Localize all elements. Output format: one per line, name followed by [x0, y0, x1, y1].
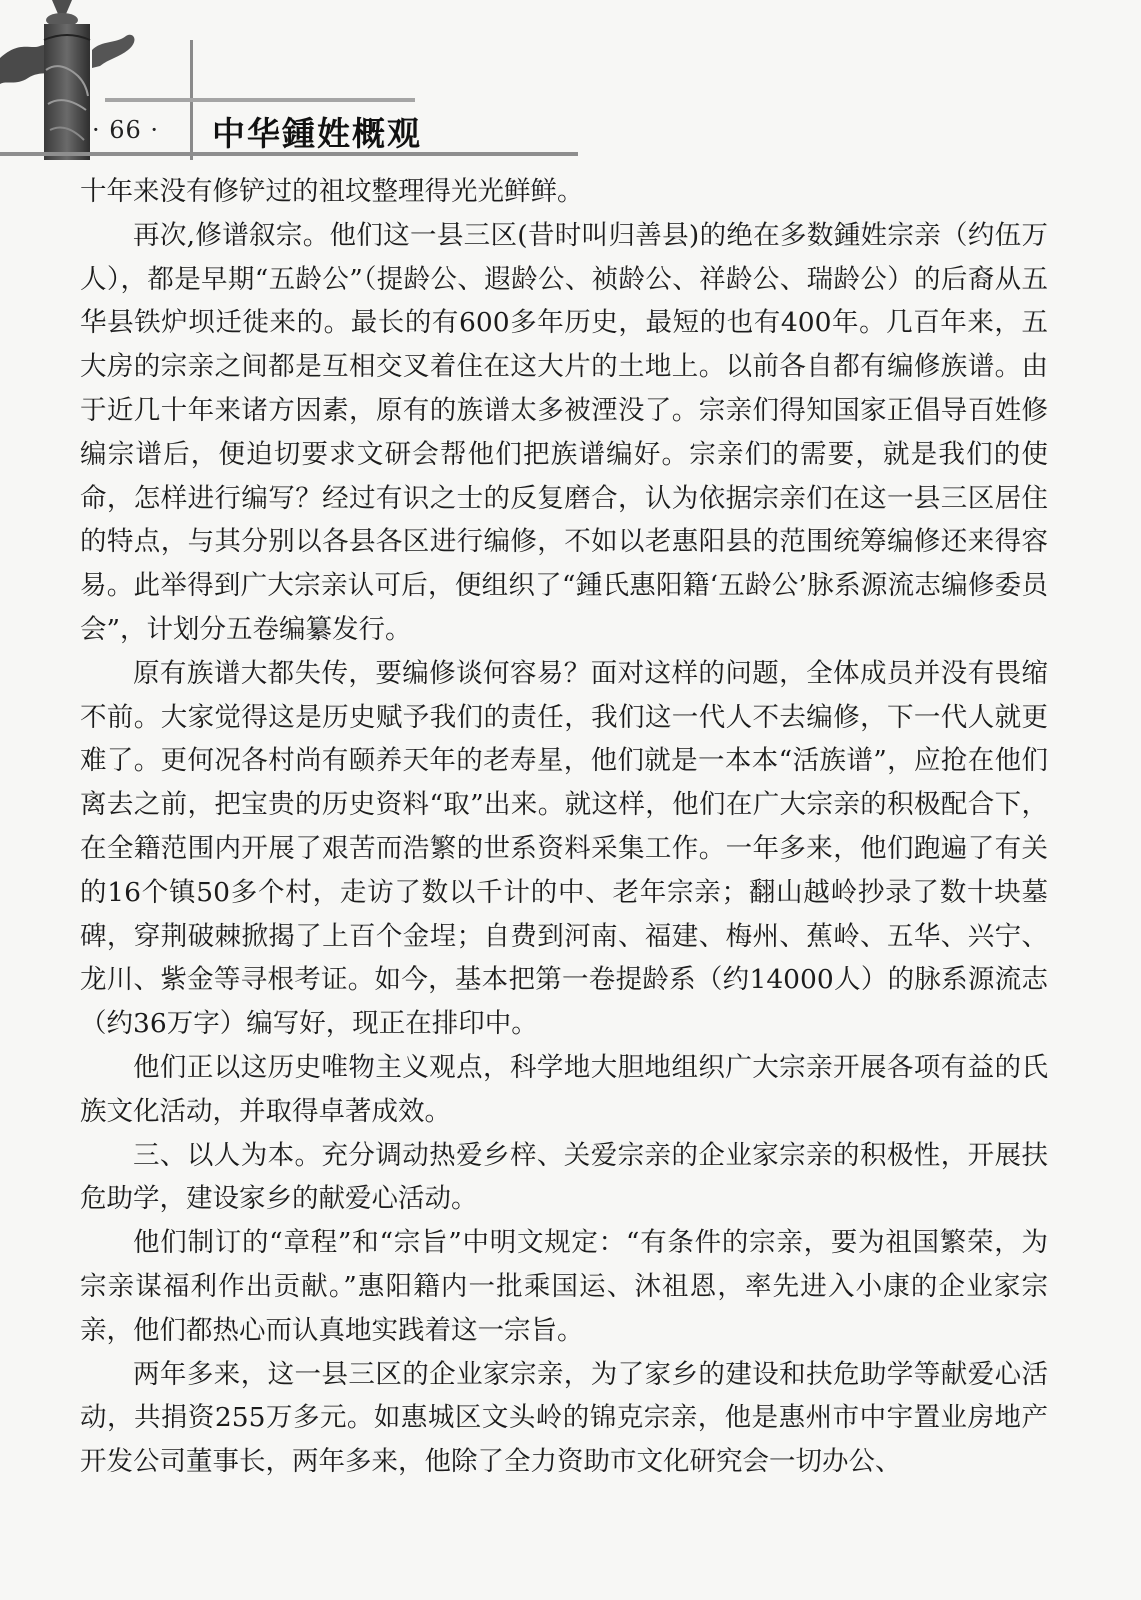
paragraph-6: 他们制订的“章程”和“宗旨”中明文规定：“有条件的宗亲，要为祖国繁荣，为宗亲谋福利作出贡献。”惠阳籍内一批乘国运、沐祖恩，率先进入小康的企业家宗亲，他们都热心而认真地实践着这一宗旨。 — [80, 1227, 1048, 1346]
paragraph-2: 再次,修谱叙宗。他们这一县三区(昔时叫归善县)的绝在多数鍾姓宗亲（约伍万人），都是早期“五龄公”（提龄公、遐龄公、祯龄公、祥龄公、瑞龄公）的后裔从五华县铁炉坝迁徙来的。最长的有600多年历史，最短的也有400年。几百年来，五大房的宗亲之间都是互相交叉着住在这大片的土地上。以前各自都有编修族谱。由于近几十年来诸方因素，原有的族谱太多被湮没了。宗亲们得知国家正倡导百姓修编宗谱后，便迫切要求文研会帮他们把族谱编好。宗亲们的需要，就是我们的使命，怎样进行编写？经过有识之士的反复磨合，认为依据宗亲们在这一县三区居住的特点，与其分别以各县各区进行编修，不如以老惠阳县的范围统筹编修还来得容易。此举得到广大宗亲认可后，便组织了“鍾氏惠阳籍‘五龄公’脉系源流志编修委员会”，计划分五卷编纂发行。 — [80, 219, 1048, 645]
header-top-rule — [105, 98, 415, 102]
paragraph-7: 两年多来，这一县三区的企业家宗亲，为了家乡的建设和扶危助学等献爱心活动，共捐资255万多元。如惠城区文头岭的锦克宗亲，他是惠州市中宇置业房地产开发公司董事长，两年多来，他除了全力资助市文化研究会一切办公、 — [80, 1358, 1048, 1478]
body-text — [80, 170, 1048, 1484]
paragraph-5: 三、以人为本。充分调动热爱乡梓、关爱宗亲的企业家宗亲的积极性，开展扶危助学，建设家乡的献爱心活动。 — [80, 1139, 1048, 1215]
page-number: · 66 · — [92, 116, 160, 144]
paragraph-3: 原有族谱大都失传，要编修谈何容易？面对这样的问题，全体成员并没有畏缩不前。大家觉得这是历史赋予我们的责任，我们这一代人不去编修，下一代人就更难了。更何况各村尚有颐养天年的老寿星，他们就是一本本“活族谱”，应抢在他们离去之前，把宝贵的历史资料“取”出来。就这样，他们在广大宗亲的积极配合下，在全籍范围内开展了艰苦而浩繁的世系资料采集工作。一年多来，他们跑遍了有关的16个镇50多个村，走访了数以千计的中、老年宗亲；翻山越岭抄录了数十块墓碑，穿荆破棘掀揭了上百个金埕；自费到河南、福建、梅州、蕉岭、五华、兴宁、龙川、紫金等寻根考证。如今，基本把第一卷提龄系（约14000人）的脉系源流志（约36万字）编写好，现正在排印中。 — [80, 657, 1048, 1040]
running-title: 中华鍾姓概观 — [212, 114, 422, 153]
paragraph-1: 十年来没有修铲过的祖坟整理得光光鲜鲜。 — [80, 176, 584, 207]
paragraph-4: 他们正以这历史唯物主义观点，科学地大胆地组织广大宗亲开展各项有益的氏族文化活动，并取得卓著成效。 — [80, 1051, 1048, 1127]
